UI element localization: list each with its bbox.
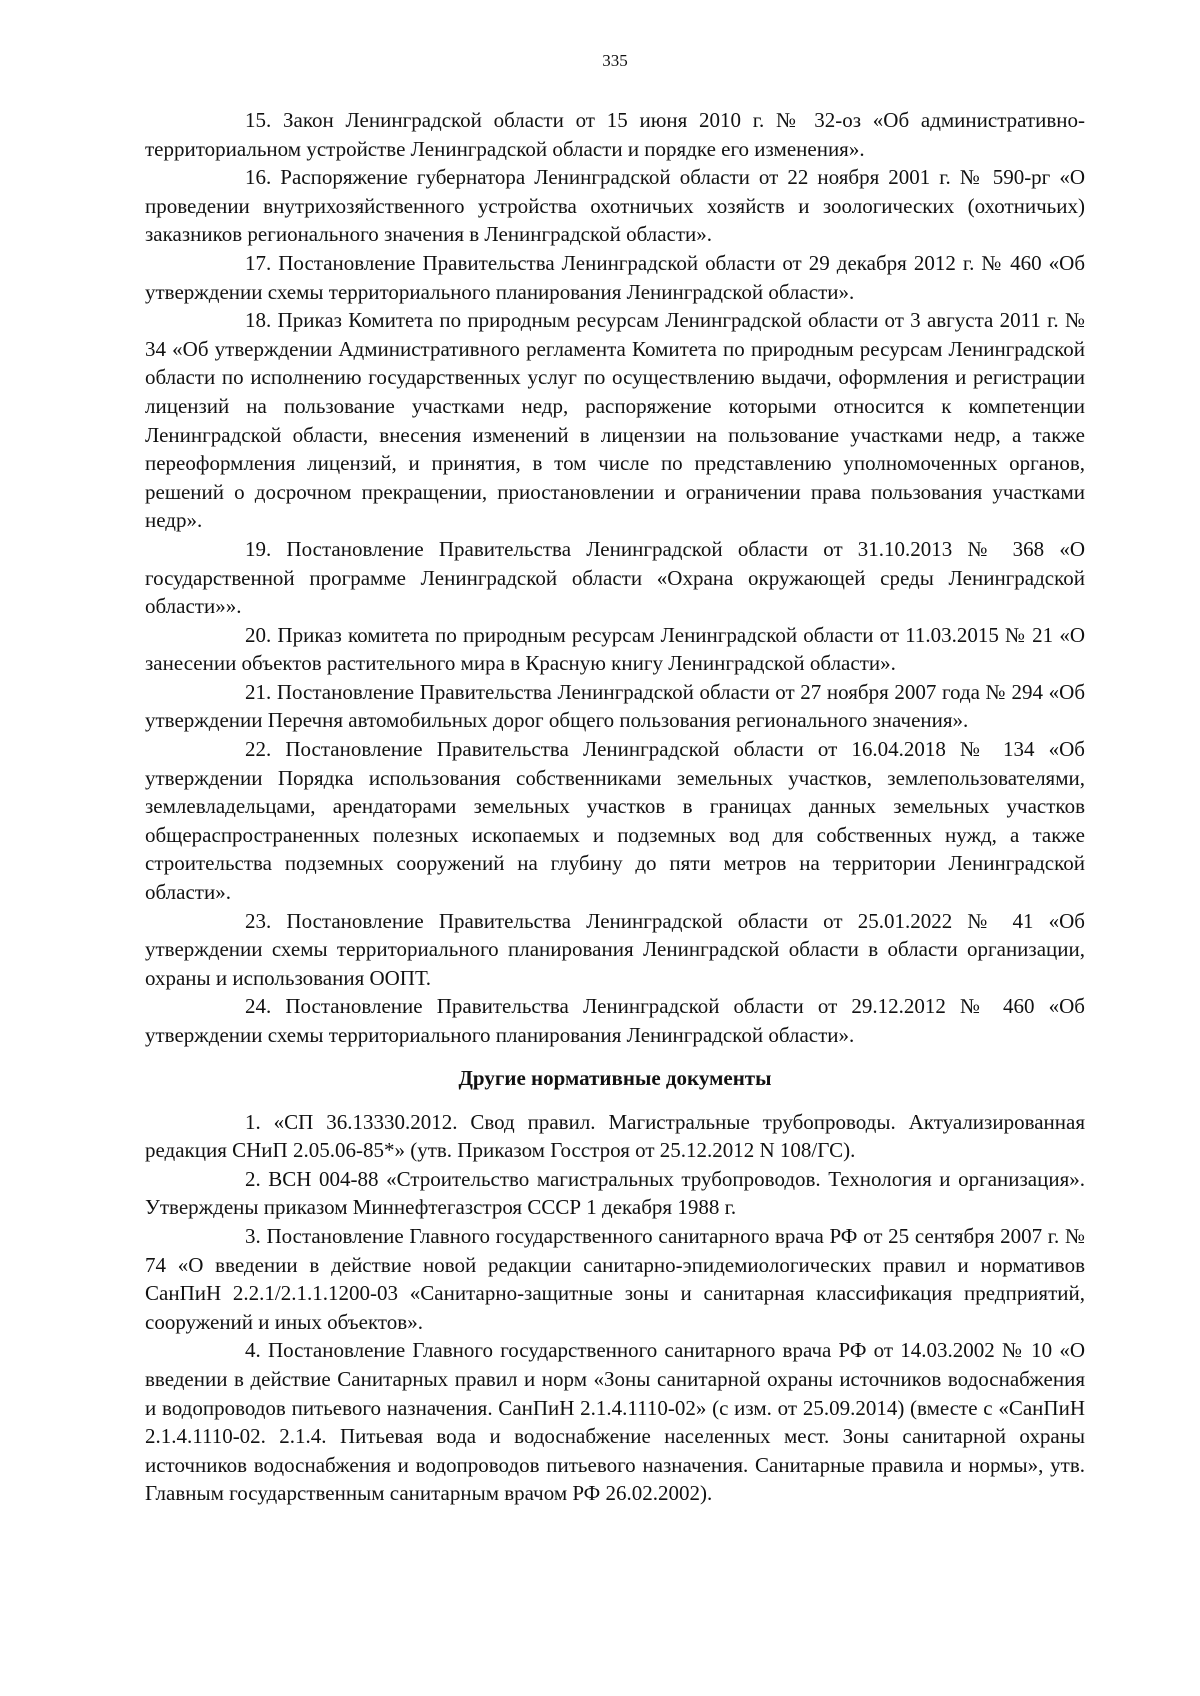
list-item-18: 18. Приказ Комитета по природным ресурсам Ленинградской области от 3 августа 2011 г. № 34 «Об утверждении Административного регламента Комитета по природным ресурсам Ленинградской области по исполнению государственных услуг по осуществлению выдачи, оформления и регистрации лицензий на пользование участками недр, распоряжение которыми относится к компетенции Ленинградской области, внесения изменений в лицензии на пользование участками недр, а также переоформления лицензий, и принятия, в том числе по представлению уполномоченных органов, решений о досрочном прекращении, приостановлении и ограничении права пользования участками недр». [145, 308, 1085, 533]
list-item-24: 24. Постановление Правительства Ленинградской области от 29.12.2012 № 460 «Об утверждении схемы территориального планирования Ленинградской области». [145, 994, 1085, 1047]
other-document-2: 2. ВСН 004-88 «Строительство магистральных трубопроводов. Технология и организация». Утверждены приказом Миннефтегазстроя СССР 1 декабря 1988 г. [145, 1166, 1085, 1220]
other-document-3: 3. Постановление Главного государственного санитарного врача РФ от 25 сентября 2007 г. № 74 «О введении в действие новой редакции санитарно-эпидемиологических правил и нормативов СанПиН 2.2.1/2.1.1.1200-03 «Санитарно-защитные зоны и санитарная классификация предприятий, сооружений и иных объектов». [145, 1223, 1085, 1334]
list-item-22: 22. Постановление Правительства Ленинградской области от 16.04.2018 № 134 «Об утверждении Порядка использования собственниками земельных участков, землепользователями, землевладельцами, арендаторами земельных участков в границах данных земельных участков общераспространенных полезных ископаемых и подземных вод для собственных нужд, а также строительства подземных сооружений на глубину до пяти метров на территории Ленинградской области». [145, 737, 1085, 905]
list-item-19: 19. Постановление Правительства Ленинградской области от 31.10.2013 № 368 «О государственной программе Ленинградской области «Охрана окружающей среды Ленинградской области»». [145, 536, 1085, 619]
other-document-1: 1. «СП 36.13330.2012. Свод правил. Магистральные трубопроводы. Актуализированная редакция СНиП 2.05.06-85*» (утв. Приказом Госстроя от 25.12.2012 N 108/ГС). [145, 1109, 1085, 1163]
list-item-16: 16. Распоряжение губернатора Ленинградской области от 22 ноября 2001 г. № 590-рг «О проведении внутрихозяйственного устройства охотничьих хозяйств и зоологических (охотничьих) заказников регионального значения в Ленинградской области». [145, 165, 1085, 247]
list-item-21: 21. Постановление Правительства Ленинградской области от 27 ноября 2007 года № 294 «Об утверждении Перечня автомобильных дорог общего пользования регионального значения». [145, 679, 1085, 733]
page-number: 335 [602, 51, 628, 70]
document-page [145, 50, 1085, 1508]
list-item-20: 20. Приказ комитета по природным ресурсам Ленинградской области от 11.03.2015 № 21 «О занесении объектов растительного мира в Красную книгу Ленинградской области». [145, 622, 1085, 676]
section-heading: Другие нормативные документы [458, 1065, 772, 1090]
other-document-4: 4. Постановление Главного государственного санитарного врача РФ от 14.03.2002 № 10 «О введении в действие Санитарных правил и норм «Зоны санитарной охраны источников водоснабжения и водопроводов питьевого назначения. СанПиН 2.1.4.1110-02» (с изм. от 25.09.2014) (вместе с «СанПиН 2.1.4.1110-02. 2.1.4. Питьевая вода и водоснабжение населенных мест. Зоны санитарной охраны источников водоснабжения и водопроводов питьевого назначения. Санитарные правила и нормы», утв. Главным государственным санитарным врачом РФ 26.02.2002). [145, 1338, 1085, 1506]
list-item-15: 15. Закон Ленинградской области от 15 июня 2010 г. № 32-оз «Об административно-территориальном устройстве Ленинградской области и порядке его изменения». [145, 108, 1085, 161]
list-item-17: 17. Постановление Правительства Ленинградской области от 29 декабря 2012 г. № 460 «Об утверждении схемы территориального планирования Ленинградской области». [145, 250, 1085, 304]
list-item-23: 23. Постановление Правительства Ленинградской области от 25.01.2022 № 41 «Об утверждении схемы территориального планирования Ленинградской области в области организации, охраны и использования ООПТ. [145, 908, 1085, 990]
